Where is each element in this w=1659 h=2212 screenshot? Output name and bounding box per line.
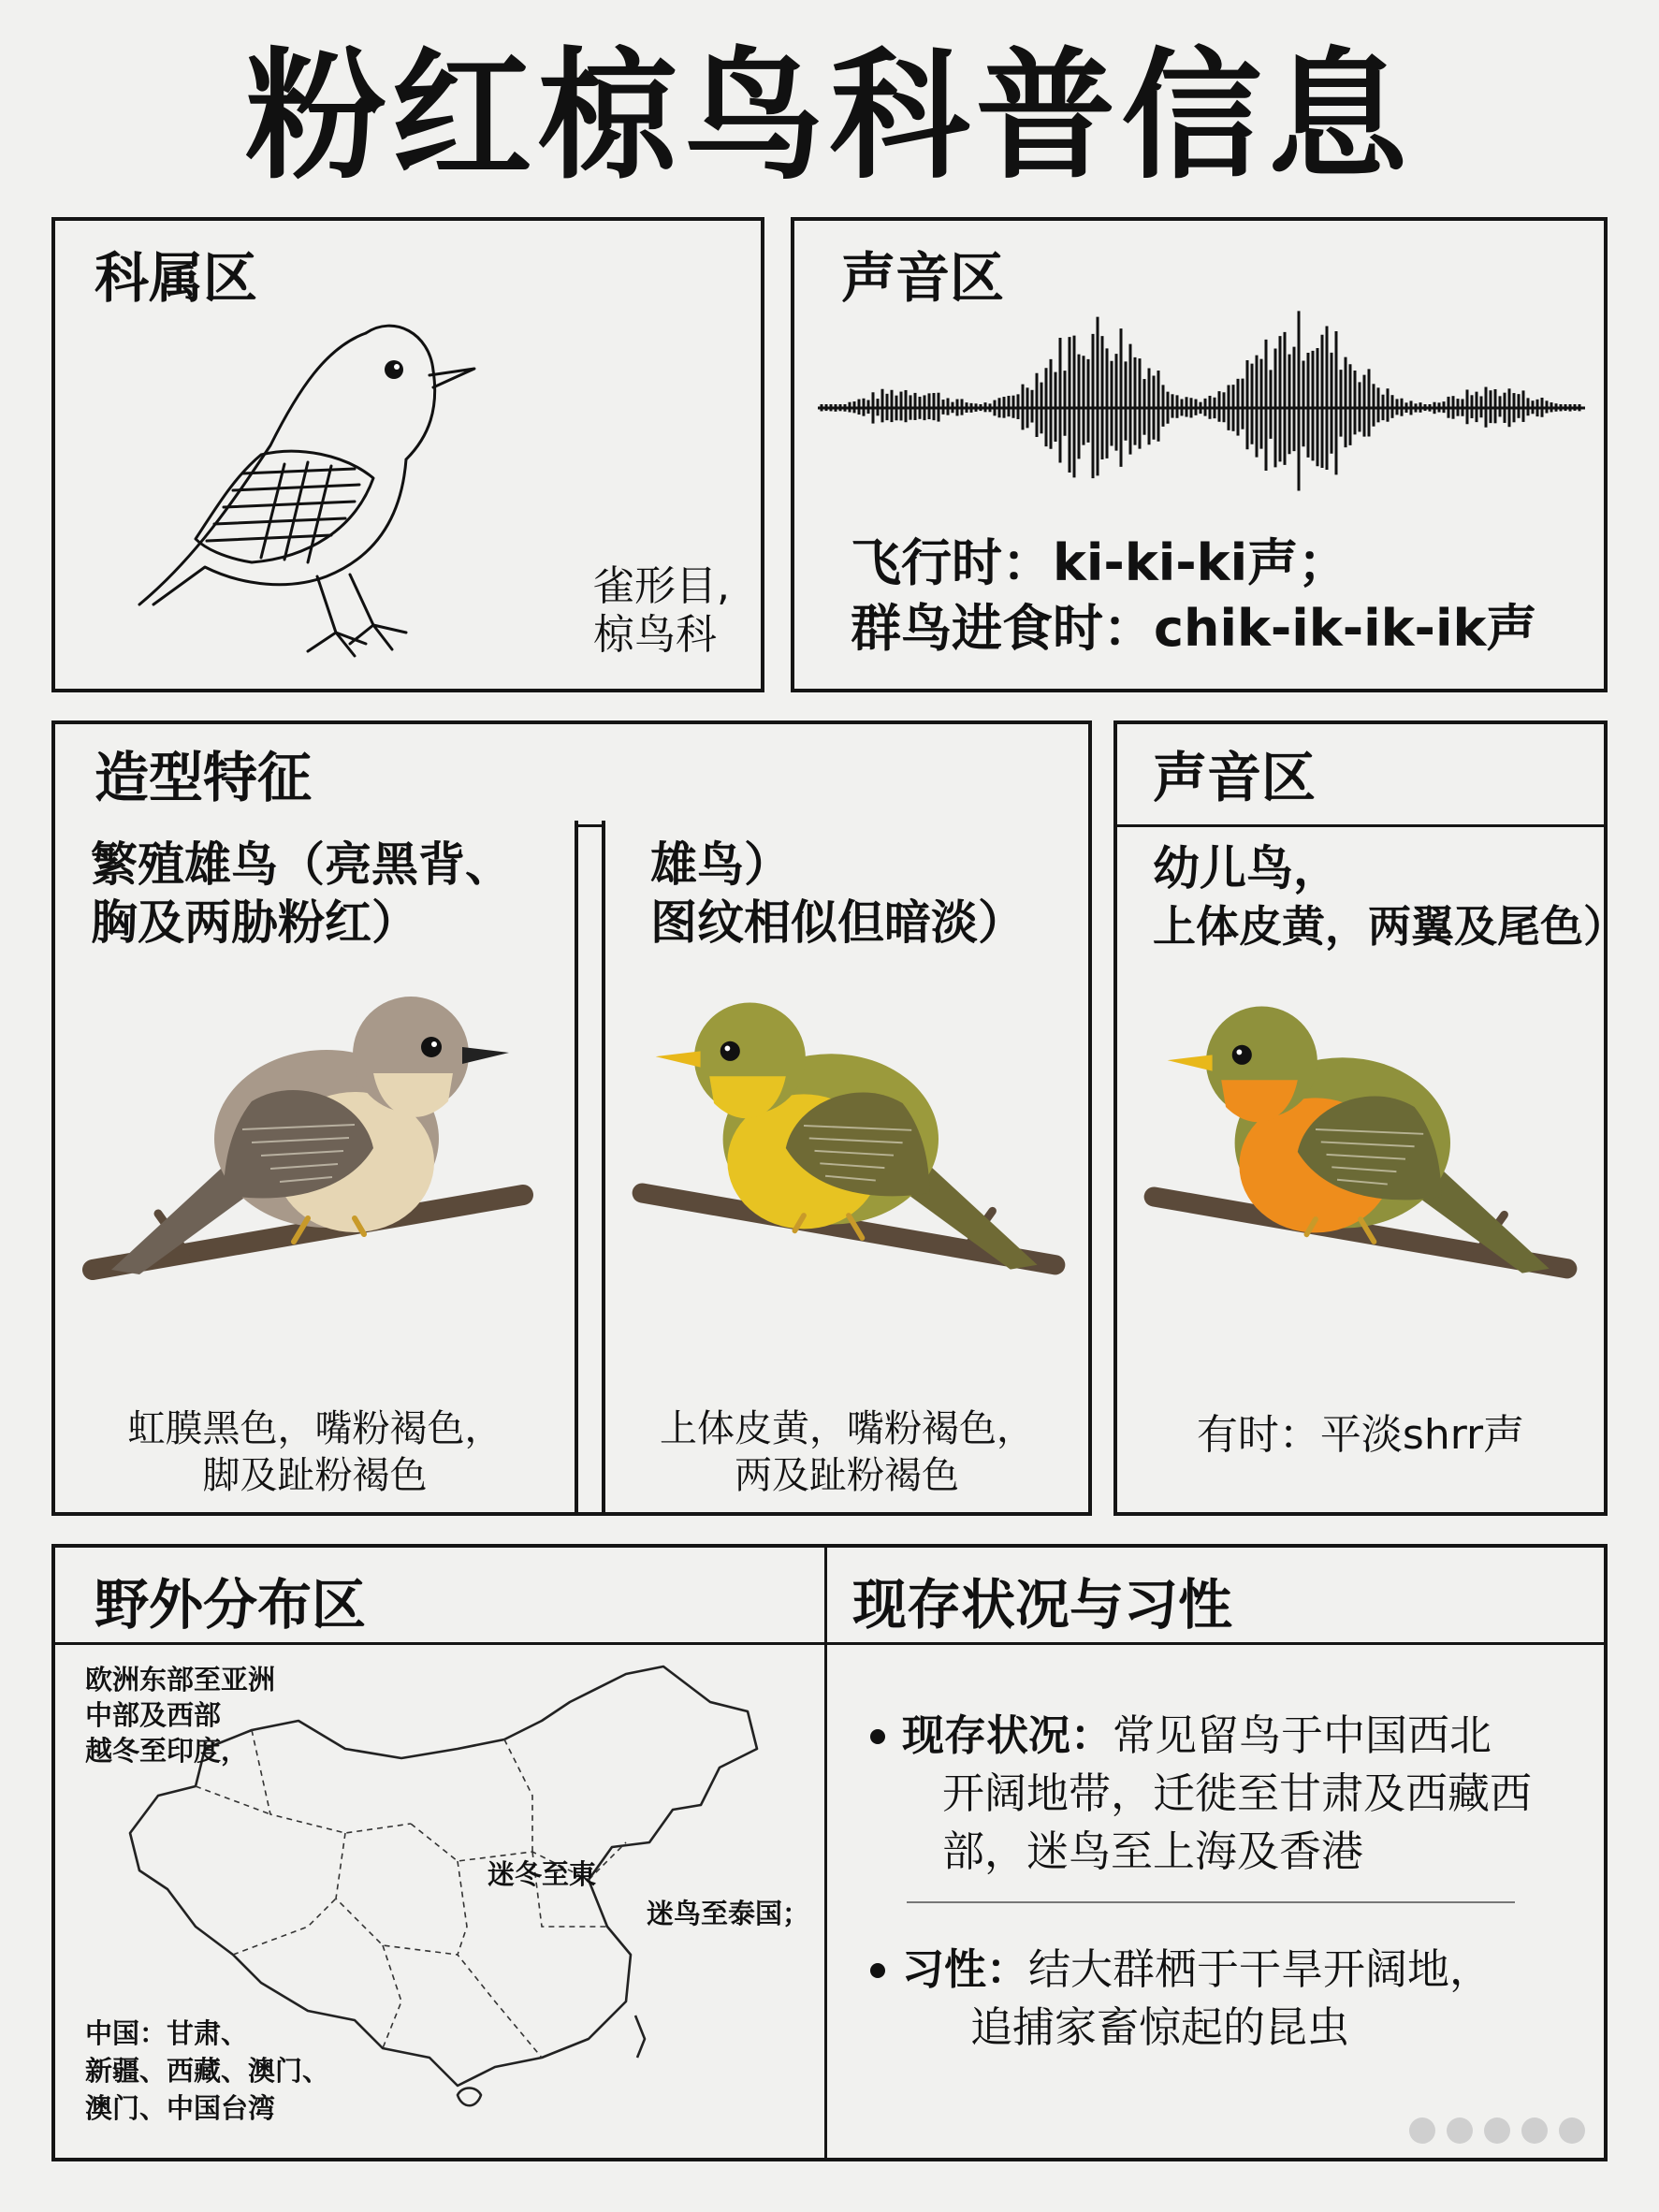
panel-split (824, 1548, 827, 2158)
map-label-range-1: 欧洲东部至亚洲 (85, 1664, 276, 1695)
status-line-3: 部，迷鸟至上海及香港 (942, 1826, 1364, 1876)
taxonomy-label-2: 椋鸟科 (593, 611, 717, 659)
watermark-icon (1404, 2107, 1619, 2154)
card-2-desc-line-1: 上体皮黄，嘴粉褐色， (660, 1407, 1034, 1450)
bullet-dot-icon (870, 1963, 885, 1978)
bullet-dot-icon (870, 1729, 885, 1744)
status-separator (907, 1901, 1515, 1903)
card-1-title-line-2: 胸及两胁粉红） (91, 895, 418, 950)
appearance-card-2 (602, 821, 1092, 1516)
habit-line-2: 追捕家畜惊起的昆虫 (970, 2002, 1350, 2052)
sound-panel-top (791, 217, 1608, 692)
taxonomy-label-1: 雀形目, (593, 562, 730, 610)
sound-top-line-1: 飞行时：ki-ki-ki声； (851, 533, 1349, 592)
card-2-title-line-1: 雄鸟） (650, 837, 791, 892)
distribution-heading: 野外分布区 (95, 1573, 367, 1637)
map-label-china-2: 新疆、西藏、澳门、 (85, 2055, 330, 2087)
sound-mid-title-line-1: 幼儿鸟， (1153, 841, 1340, 895)
appearance-card-1 (51, 821, 578, 1516)
distribution-divider (55, 1642, 1604, 1645)
card-2-title-line-2: 图纹相似但暗淡） (650, 895, 1025, 950)
orange-breasted-bird-icon (1136, 965, 1585, 1339)
card-1-title-line-1: 繁殖雄鸟（亮黑背、 (91, 837, 512, 892)
sound-mid-divider (1117, 824, 1604, 827)
card-1-desc-line-1: 虹膜黑色，嘴粉褐色， (127, 1407, 502, 1450)
distribution-panel (51, 1544, 1608, 2161)
sound-mid-desc: 有时：平淡shrr声 (1196, 1411, 1525, 1459)
status-line-1: 常见留鸟于中国西北 (1113, 1710, 1492, 1760)
brown-bird-icon (74, 961, 542, 1335)
sound-waveform-icon (818, 296, 1585, 520)
sound-top-line-2: 群鸟进食时：chik-ik-ik-ik声 (851, 599, 1537, 658)
map-label-range-3: 越冬至印度， (85, 1735, 249, 1767)
map-label-china-1: 中国：甘肃、 (85, 2017, 249, 2049)
taxonomy-heading: 科属区 (95, 246, 258, 310)
habit-line-1: 结大群栖于干旱开阔地， (1028, 1944, 1492, 1994)
sound-top-heading: 声音区 (841, 246, 1005, 310)
map-label-range-2: 中部及西部 (85, 1699, 222, 1731)
taxonomy-panel (51, 217, 764, 692)
bird-line-drawing-icon (121, 277, 514, 670)
map-label-winter: 迷冬至東 (488, 1858, 597, 1890)
card-2-desc-line-2: 两及趾粉褐色 (735, 1454, 959, 1497)
map-label-china-3: 澳门、中国台湾 (85, 2092, 276, 2124)
sound-mid-heading: 声音区 (1153, 746, 1317, 809)
map-label-vagrant: 迷鸟至泰国； (647, 1898, 810, 1929)
yellow-bird-icon (624, 961, 1073, 1335)
sound-panel-mid (1113, 720, 1626, 1516)
habit-label: 习性： (902, 1944, 1029, 1994)
card-1-desc-line-2: 脚及趾粉褐色 (202, 1454, 428, 1497)
page-title: 粉红椋鸟科普信息 (245, 36, 1414, 198)
appearance-heading: 造型特征 (95, 746, 313, 809)
habit-bullet (902, 1941, 1492, 1999)
status-heading: 现存状况与习性 (852, 1573, 1233, 1637)
status-line-2: 开阔地带，迁徙至甘肃及西藏西 (942, 1768, 1533, 1818)
status-bullet (902, 1707, 1492, 1765)
sound-mid-title-line-2: 上体皮黄，两翼及尾色） (1153, 901, 1626, 952)
status-label: 现存状况： (902, 1710, 1113, 1760)
